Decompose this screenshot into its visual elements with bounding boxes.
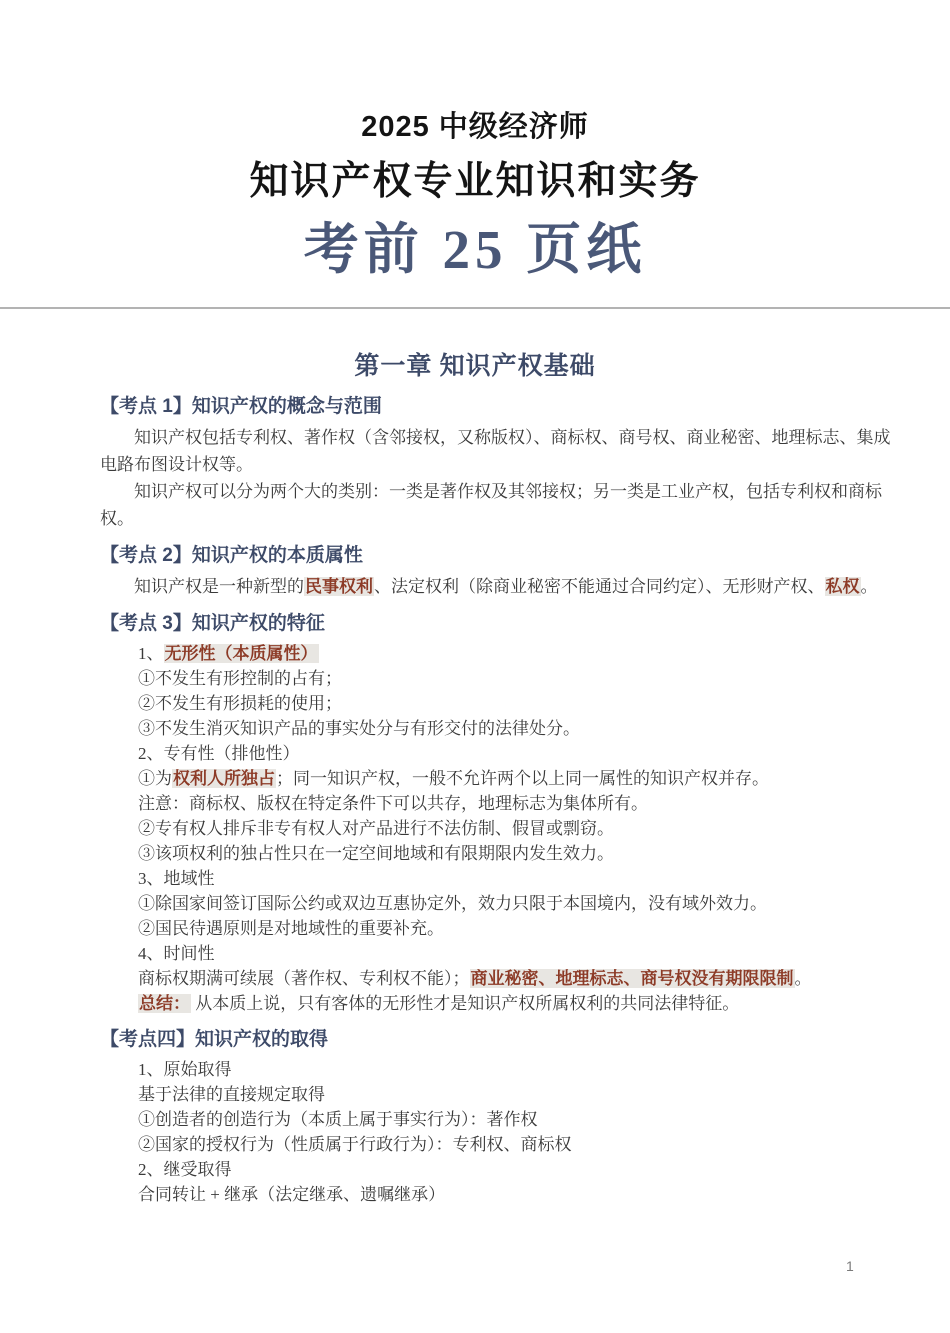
content [0, 395, 950, 1207]
text-segment: 1、原始取得 [138, 1060, 232, 1079]
text-segment: 注意：商标权、版权在特定条件下可以共存，地理标志为集体所有。 [138, 794, 648, 813]
text-segment: ①除国家间签订国际公约或双边互惠协定外，效力只限于本国境内，没有域外效力。 [138, 894, 767, 913]
list-line [138, 841, 905, 866]
list-line [138, 766, 905, 791]
text-segment: 1、 [138, 644, 164, 663]
exam-year-title: 2025 中级经济师 [361, 111, 589, 143]
text-segment: ②国家的授权行为（性质属于行政行为）：专利权、商标权 [138, 1135, 572, 1154]
list-line [138, 966, 905, 991]
section [100, 544, 905, 600]
text-segment: 2、专有性（排他性） [138, 744, 300, 763]
text-segment: 合同转让 + 继承（法定继承、遗嘱继承） [138, 1185, 446, 1204]
highlighted-term: 总结： [139, 994, 190, 1013]
list-line [138, 1132, 905, 1157]
text-segment: 4、时间性 [138, 944, 215, 963]
text-segment: ①不发生有形控制的占有； [138, 669, 342, 688]
text-segment: 知识产权可以分为两个大的类别：一类是著作权及其邻接权；另一类是工业产权，包括专利权和商标权。 [100, 482, 882, 528]
list-line [138, 1157, 905, 1182]
section [100, 395, 905, 532]
title-block [0, 0, 950, 282]
list-line [138, 1082, 905, 1107]
highlighted-term: 权利人所独占 [173, 769, 275, 788]
list-line [138, 991, 905, 1016]
highlighted-term: 无形性（本质属性） [164, 644, 318, 663]
text-segment: 从本质上说，只有客体的无形性才是知识产权所属权利的共同法律特征。 [191, 994, 740, 1013]
text-segment: 2、继受取得 [138, 1160, 232, 1179]
section-heading: 【考点 3】知识产权的特征 [100, 613, 325, 634]
list-line [138, 741, 905, 766]
text-segment: 。 [860, 577, 878, 596]
list-line [138, 916, 905, 941]
text-segment: ①为 [138, 769, 172, 788]
chapter-title: 第一章 知识产权基础 [354, 353, 596, 380]
section-heading: 【考点 2】知识产权的本质属性 [100, 545, 363, 566]
list-line [138, 716, 905, 741]
text-segment: ②国民待遇原则是对地域性的重要补充。 [138, 919, 444, 938]
list-line [138, 816, 905, 841]
paragraph [100, 573, 905, 600]
list-line [138, 641, 905, 666]
list-line [138, 691, 905, 716]
text-segment: ②不发生有形损耗的使用； [138, 694, 342, 713]
list-line [138, 666, 905, 691]
text-segment: ①创造者的创造行为（本质上属于事实行为）：著作权 [138, 1110, 538, 1129]
text-segment: ；同一知识产权，一般不允许两个以上同一属性的知识产权并存。 [276, 769, 769, 788]
header-divider [0, 307, 950, 309]
list-line [138, 941, 905, 966]
paragraph [100, 478, 905, 532]
section [100, 612, 905, 1016]
section [100, 1028, 905, 1207]
subject-title: 知识产权专业知识和实务 [249, 160, 701, 203]
text-segment: 。 [794, 969, 812, 988]
text-segment: ③不发生消灭知识产品的事实处分与有形交付的法律处分。 [138, 719, 580, 738]
text-segment: 3、地域性 [138, 869, 215, 888]
list-line [138, 1107, 905, 1132]
list-line [138, 1182, 905, 1207]
list-line [138, 866, 905, 891]
text-segment: 知识产权是一种新型的 [134, 577, 304, 596]
highlighted-term: 商业秘密、地理标志、商号权没有期限限制 [470, 969, 794, 988]
document-title: 考前 25 页纸 [303, 219, 647, 280]
section-heading: 【考点四】知识产权的取得 [100, 1029, 329, 1050]
paragraph [100, 424, 905, 478]
list-line [138, 891, 905, 916]
text-segment: 基于法律的直接规定取得 [138, 1085, 325, 1104]
text-segment: ③该项权利的独占性只在一定空间地域和有限期限内发生效力。 [138, 844, 614, 863]
list-line [138, 791, 905, 816]
section-heading: 【考点 1】知识产权的概念与范围 [100, 396, 382, 417]
page-number: 1 [846, 1258, 854, 1274]
highlighted-term: 私权 [825, 577, 860, 596]
text-segment: 知识产权包括专利权、著作权（含邻接权，又称版权）、商标权、商号权、商业秘密、地理标志、集成电路布图设计权等。 [100, 428, 891, 474]
text-segment: 、法定权利（除商业秘密不能通过合同约定）、无形财产权、 [374, 577, 825, 596]
list-line [138, 1057, 905, 1082]
text-segment: ②专有权人排斥非专有权人对产品进行不法仿制、假冒或剽窃。 [138, 819, 614, 838]
highlighted-term: 民事权利 [305, 577, 373, 596]
text-segment: 商标权期满可续展（著作权、专利权不能）； [138, 969, 470, 988]
